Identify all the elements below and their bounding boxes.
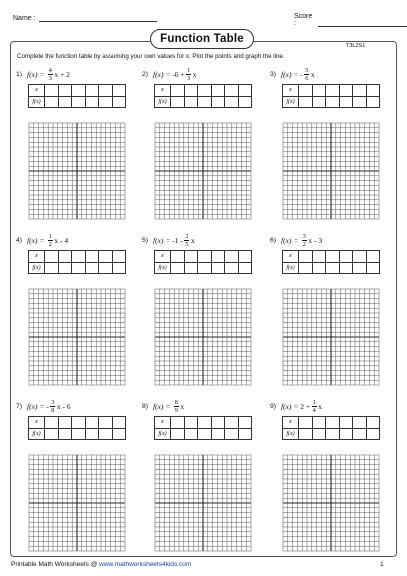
table-cell[interactable] <box>225 85 239 97</box>
equation <box>16 66 70 82</box>
score-label: Score : <box>294 13 313 27</box>
table-cell[interactable] <box>326 417 340 429</box>
table-cell[interactable] <box>312 428 326 440</box>
footer-prefix: Printable Math Worksheets @ <box>11 561 100 568</box>
problem-9 <box>270 398 398 548</box>
table-cell[interactable] <box>366 96 380 108</box>
table-label-x: x <box>155 417 171 429</box>
table-label-x: x <box>283 85 299 97</box>
table-cell[interactable] <box>326 96 340 108</box>
table-label-fx: f(x) <box>29 428 45 440</box>
fraction-denominator: 2 <box>48 240 52 248</box>
coordinate-grid[interactable] <box>28 454 126 552</box>
problem-4 <box>16 232 144 382</box>
table-cell[interactable] <box>238 417 252 429</box>
table-cell[interactable] <box>72 96 86 108</box>
table-cell[interactable] <box>184 428 198 440</box>
table-cell[interactable] <box>112 428 126 440</box>
name-label: Name : <box>13 15 36 22</box>
fraction-numerator: 1 <box>187 66 191 74</box>
fraction-numerator: 2 <box>185 232 189 240</box>
equation-lhs: f(x) = <box>281 401 299 411</box>
table-cell[interactable] <box>171 417 185 429</box>
table-label-fx: f(x) <box>29 262 45 274</box>
table-label-x: x <box>283 417 299 429</box>
table-cell[interactable] <box>339 96 353 108</box>
table-cell[interactable] <box>184 417 198 429</box>
table-cell[interactable] <box>72 417 86 429</box>
table-cell[interactable] <box>72 262 86 274</box>
table-cell[interactable] <box>326 262 340 274</box>
function-table <box>154 416 252 440</box>
fraction-denominator: 6 <box>305 74 309 82</box>
problem-6 <box>270 232 398 382</box>
table-cell[interactable] <box>198 96 212 108</box>
equation <box>270 398 322 414</box>
table-cell[interactable] <box>339 251 353 263</box>
table-cell[interactable] <box>238 262 252 274</box>
fraction <box>50 399 55 414</box>
fraction <box>186 67 191 82</box>
fraction <box>184 233 189 248</box>
table-cell[interactable] <box>184 251 198 263</box>
table-cell[interactable] <box>99 85 113 97</box>
coordinate-grid[interactable] <box>282 454 380 552</box>
equation <box>270 232 322 248</box>
page-number: 1 <box>380 561 384 568</box>
table-cell[interactable] <box>99 417 113 429</box>
table-cell[interactable] <box>85 428 99 440</box>
table-label-x: x <box>155 251 171 263</box>
problem-number: 1) <box>16 70 23 78</box>
table-cell[interactable] <box>225 417 239 429</box>
problem-8 <box>142 398 270 548</box>
problem-number: 5) <box>142 236 149 244</box>
problem-number: 6) <box>270 236 277 244</box>
table-cell[interactable] <box>171 428 185 440</box>
table-label-fx: f(x) <box>155 428 171 440</box>
table-cell[interactable] <box>299 417 313 429</box>
fraction-numerator: 3 <box>302 232 306 240</box>
table-cell[interactable] <box>99 262 113 274</box>
instructions: Complete the function table by assuming your own values for x. Plot the points and graph the line. <box>17 53 285 60</box>
fraction <box>174 399 179 414</box>
table-cell[interactable] <box>184 262 198 274</box>
table-label-fx: f(x) <box>283 262 299 274</box>
table-cell[interactable] <box>58 417 72 429</box>
table-cell[interactable] <box>299 262 313 274</box>
table-label-x: x <box>155 85 171 97</box>
table-label-fx: f(x) <box>283 428 299 440</box>
function-table <box>282 416 380 440</box>
equation-lhs: f(x) = <box>153 69 171 79</box>
problem-number: 7) <box>16 402 23 410</box>
equation-pre: 2 + <box>300 401 311 411</box>
table-cell[interactable] <box>339 428 353 440</box>
equation-post: x <box>190 235 195 245</box>
table-cell[interactable] <box>211 85 225 97</box>
equation-lhs: f(x) = <box>281 69 299 79</box>
table-cell[interactable] <box>171 262 185 274</box>
problem-3 <box>270 66 398 216</box>
table-cell[interactable] <box>112 417 126 429</box>
table-cell[interactable] <box>225 428 239 440</box>
function-table <box>282 250 380 274</box>
table-cell[interactable] <box>312 262 326 274</box>
table-cell[interactable] <box>72 85 86 97</box>
table-label-fx: f(x) <box>155 96 171 108</box>
coordinate-grid[interactable] <box>28 122 126 220</box>
fraction-denominator: 4 <box>312 406 316 414</box>
name-line[interactable] <box>39 13 157 22</box>
table-cell[interactable] <box>353 96 367 108</box>
score-line[interactable] <box>318 18 407 27</box>
table-cell[interactable] <box>353 417 367 429</box>
fraction-numerator: 8 <box>174 398 178 406</box>
table-cell[interactable] <box>99 251 113 263</box>
table-cell[interactable] <box>72 251 86 263</box>
fraction <box>48 233 53 248</box>
fraction <box>48 67 53 82</box>
equation-post: x <box>318 401 322 411</box>
equation-lhs: f(x) = <box>27 69 45 79</box>
coordinate-grid[interactable] <box>154 454 252 552</box>
equation <box>16 398 71 414</box>
fraction-numerator: 1 <box>48 232 52 240</box>
table-cell[interactable] <box>171 85 185 97</box>
equation-post: x <box>310 69 315 79</box>
equation <box>270 66 315 82</box>
table-cell[interactable] <box>58 85 72 97</box>
problem-number: 8) <box>142 402 149 410</box>
equation-lhs: f(x) = <box>27 401 45 411</box>
table-cell[interactable] <box>45 262 59 274</box>
problem-5 <box>142 232 270 382</box>
problem-number: 4) <box>16 236 23 244</box>
table-cell[interactable] <box>45 85 59 97</box>
score-field[interactable] <box>294 13 407 27</box>
table-cell[interactable] <box>45 96 59 108</box>
table-cell[interactable] <box>85 251 99 263</box>
table-cell[interactable] <box>184 96 198 108</box>
footer-site-link[interactable]: www.mathworksheets4kids.com <box>99 561 192 568</box>
table-cell[interactable] <box>198 417 212 429</box>
fraction-numerator: 1 <box>312 398 316 406</box>
function-table <box>282 84 380 108</box>
fraction-numerator: 4 <box>48 66 52 74</box>
table-cell[interactable] <box>238 96 252 108</box>
fraction-numerator: 3 <box>51 398 55 406</box>
table-cell[interactable] <box>366 428 380 440</box>
fraction-denominator: 3 <box>48 74 52 82</box>
equation-post: x <box>180 401 185 411</box>
fraction-denominator: 8 <box>51 406 55 414</box>
fraction <box>312 399 317 414</box>
equation <box>16 232 68 248</box>
table-cell[interactable] <box>112 85 126 97</box>
table-cell[interactable] <box>198 428 212 440</box>
coordinate-grid[interactable] <box>282 122 380 220</box>
function-table <box>154 84 252 108</box>
table-cell[interactable] <box>225 96 239 108</box>
table-label-fx: f(x) <box>29 96 45 108</box>
table-cell[interactable] <box>72 428 86 440</box>
table-cell[interactable] <box>198 85 212 97</box>
worksheet-code: T3L2S1 <box>346 43 366 49</box>
table-cell[interactable] <box>299 251 313 263</box>
table-cell[interactable] <box>225 262 239 274</box>
fraction <box>302 233 307 248</box>
equation-lhs: f(x) = <box>153 235 171 245</box>
table-cell[interactable] <box>184 85 198 97</box>
table-cell[interactable] <box>366 251 380 263</box>
fraction-numerator: 5 <box>305 66 309 74</box>
table-cell[interactable] <box>339 417 353 429</box>
table-cell[interactable] <box>326 428 340 440</box>
table-label-x: x <box>29 85 45 97</box>
equation-pre: - <box>300 69 303 79</box>
equation-pre: - <box>46 401 49 411</box>
problem-7 <box>16 398 144 548</box>
worksheet-title: Function Table <box>150 29 254 49</box>
table-cell[interactable] <box>211 428 225 440</box>
fraction-denominator: 9 <box>174 406 178 414</box>
table-cell[interactable] <box>211 251 225 263</box>
coordinate-grid[interactable] <box>282 288 380 386</box>
table-cell[interactable] <box>312 96 326 108</box>
problem-number: 9) <box>270 402 277 410</box>
table-cell[interactable] <box>326 251 340 263</box>
equation <box>142 398 184 414</box>
table-label-x: x <box>29 417 45 429</box>
table-cell[interactable] <box>225 251 239 263</box>
function-table <box>154 250 252 274</box>
table-cell[interactable] <box>353 251 367 263</box>
table-cell[interactable] <box>299 85 313 97</box>
table-cell[interactable] <box>312 417 326 429</box>
table-cell[interactable] <box>312 251 326 263</box>
table-cell[interactable] <box>85 85 99 97</box>
table-cell[interactable] <box>339 85 353 97</box>
problem-1 <box>16 66 144 216</box>
table-cell[interactable] <box>171 96 185 108</box>
table-cell[interactable] <box>45 417 59 429</box>
table-cell[interactable] <box>99 96 113 108</box>
table-cell[interactable] <box>58 96 72 108</box>
table-cell[interactable] <box>58 262 72 274</box>
table-cell[interactable] <box>198 251 212 263</box>
equation-post: x <box>192 69 197 79</box>
fraction-denominator: 2 <box>302 240 306 248</box>
problem-number: 2) <box>142 70 149 78</box>
equation-post: x + 2 <box>54 69 70 79</box>
function-table <box>28 84 126 108</box>
problem-2 <box>142 66 270 216</box>
table-cell[interactable] <box>85 417 99 429</box>
table-cell[interactable] <box>99 428 113 440</box>
table-label-x: x <box>29 251 45 263</box>
equation-pre: -1 - <box>172 235 183 245</box>
table-cell[interactable] <box>353 428 367 440</box>
footer <box>11 561 191 568</box>
table-cell[interactable] <box>366 417 380 429</box>
table-cell[interactable] <box>299 96 313 108</box>
table-label-x: x <box>283 251 299 263</box>
function-table <box>28 416 126 440</box>
table-cell[interactable] <box>112 262 126 274</box>
table-cell[interactable] <box>238 85 252 97</box>
equation-post: x - 3 <box>308 235 323 245</box>
table-cell[interactable] <box>238 251 252 263</box>
fraction-denominator: 5 <box>185 240 189 248</box>
table-cell[interactable] <box>211 96 225 108</box>
table-cell[interactable] <box>85 262 99 274</box>
coordinate-grid[interactable] <box>28 288 126 386</box>
table-cell[interactable] <box>299 428 313 440</box>
name-field[interactable] <box>13 13 157 22</box>
table-cell[interactable] <box>366 85 380 97</box>
table-cell[interactable] <box>339 262 353 274</box>
table-cell[interactable] <box>312 85 326 97</box>
equation <box>142 232 195 248</box>
table-cell[interactable] <box>238 428 252 440</box>
equation-lhs: f(x) = <box>27 235 45 245</box>
table-cell[interactable] <box>366 262 380 274</box>
fraction <box>304 67 309 82</box>
table-cell[interactable] <box>112 251 126 263</box>
table-cell[interactable] <box>211 417 225 429</box>
equation <box>142 66 196 82</box>
equation-post: x - 4 <box>54 235 69 245</box>
table-cell[interactable] <box>112 96 126 108</box>
table-cell[interactable] <box>58 251 72 263</box>
table-cell[interactable] <box>198 262 212 274</box>
table-cell[interactable] <box>353 85 367 97</box>
equation-lhs: f(x) = <box>153 401 171 411</box>
coordinate-grid[interactable] <box>154 288 252 386</box>
problem-number: 3) <box>270 70 277 78</box>
equation-lhs: f(x) = <box>281 235 299 245</box>
equation-pre: -6 + <box>172 69 185 79</box>
fraction-denominator: 3 <box>187 74 191 82</box>
table-cell[interactable] <box>45 251 59 263</box>
coordinate-grid[interactable] <box>154 122 252 220</box>
table-label-fx: f(x) <box>283 96 299 108</box>
equation-post: x - 6 <box>56 401 71 411</box>
table-cell[interactable] <box>353 262 367 274</box>
table-cell[interactable] <box>45 428 59 440</box>
table-label-fx: f(x) <box>155 262 171 274</box>
table-cell[interactable] <box>58 428 72 440</box>
table-cell[interactable] <box>211 262 225 274</box>
table-cell[interactable] <box>85 96 99 108</box>
function-table <box>28 250 126 274</box>
table-cell[interactable] <box>171 251 185 263</box>
table-cell[interactable] <box>326 85 340 97</box>
